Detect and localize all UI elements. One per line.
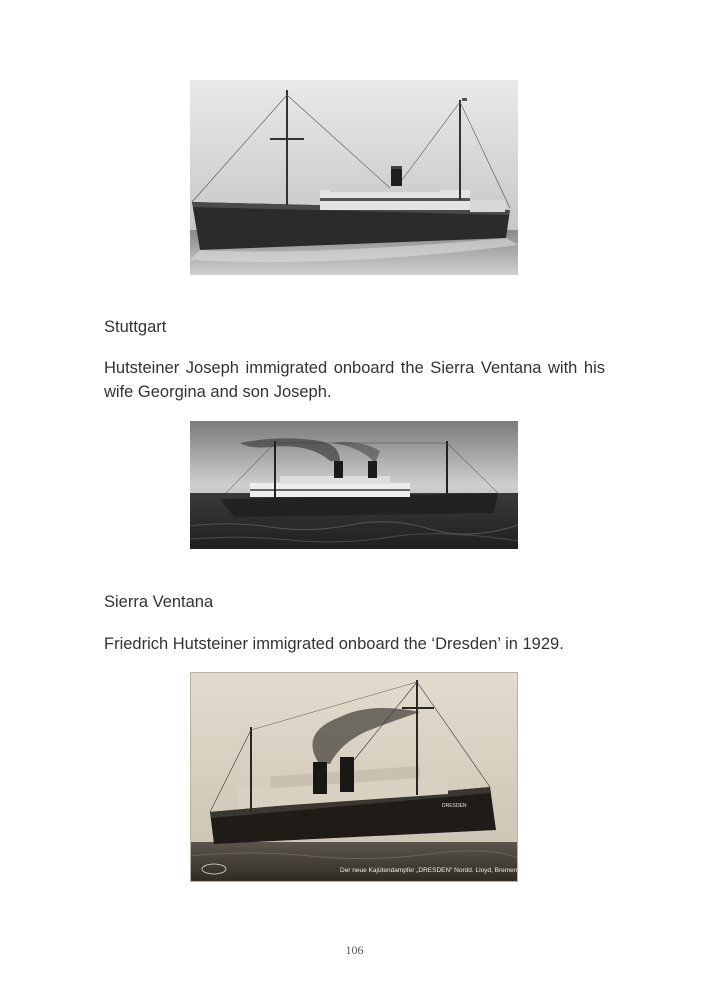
ship-name-lettering: DRESDEN [442, 803, 467, 809]
stuttgart-ship-photo [190, 80, 518, 275]
paragraph-friedrich-immigration: Friedrich Hutsteiner immigrated onboard the ‘Dresden’ in 1929. [104, 635, 564, 653]
photo-caption-sierra-ventana: Sierra Ventana [104, 593, 214, 611]
paragraph-joseph-immigration: Hutsteiner Joseph immigrated onboard the Sierra Ventana with his wife Georgina and son Joseph. [104, 359, 605, 401]
postcard-caption: Der neue Kajütendampfer „DRESDEN“ Nordd. Lloyd, Bremen [340, 867, 518, 874]
photo-caption-stuttgart: Stuttgart [104, 318, 167, 336]
dresden-postcard-photo [190, 672, 518, 882]
sierra-ventana-ship-photo [190, 421, 518, 549]
page-number: 106 [345, 943, 364, 957]
ship-image [190, 80, 518, 275]
ship-image [190, 672, 518, 882]
ship-image [190, 421, 518, 549]
